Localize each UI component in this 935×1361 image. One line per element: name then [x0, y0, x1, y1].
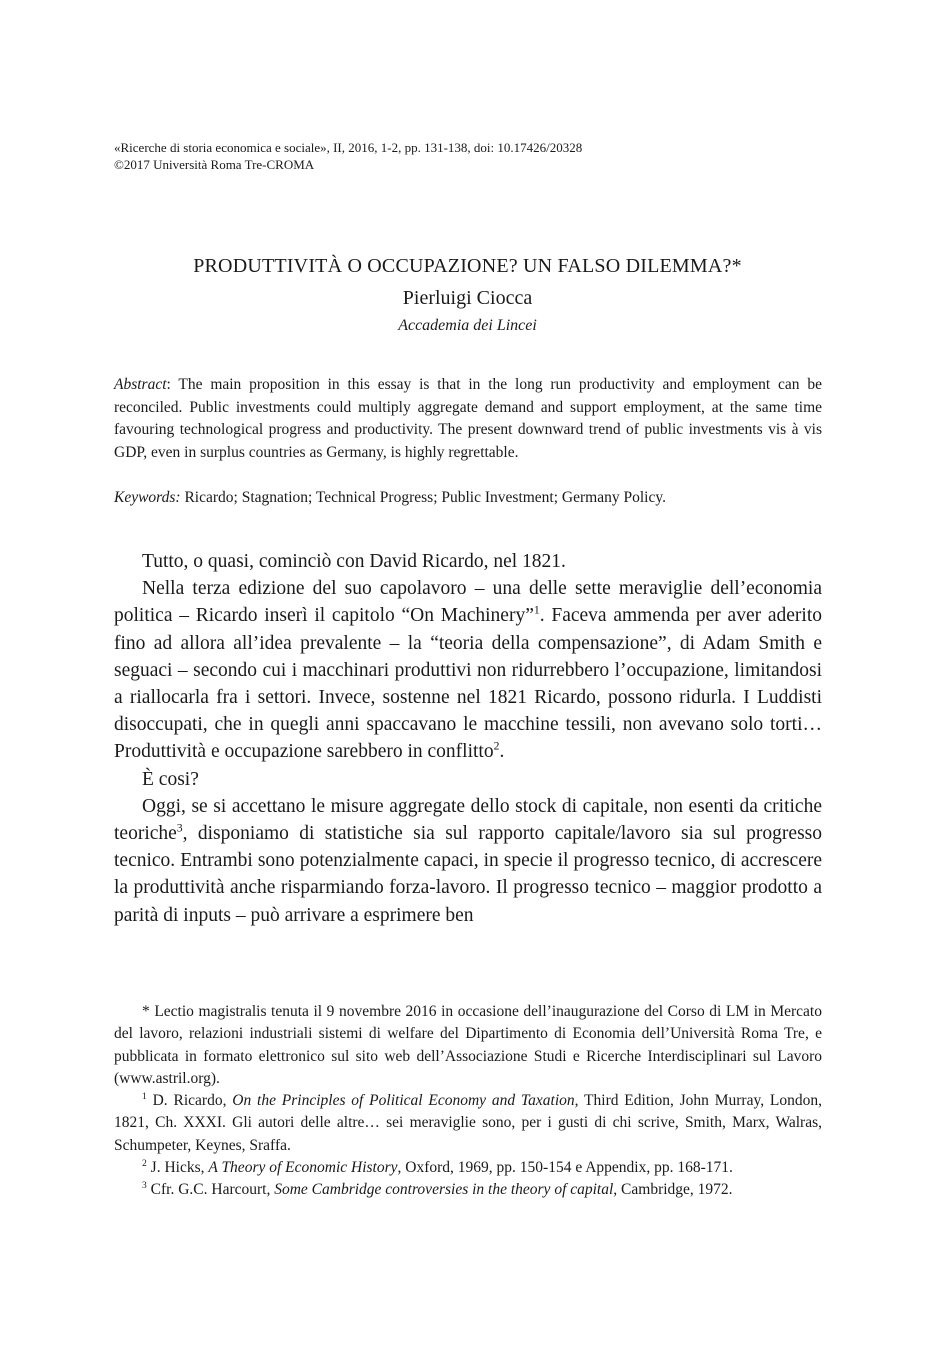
copyright-line: ©2017 Università Roma Tre-CROMA: [114, 157, 315, 172]
footnote-1-number: 1: [142, 1091, 147, 1103]
citation-line: «Ricerche di storia economica e sociale», II, 2016, 1-2, pp. 131-138, doi: 10.17426/20328: [114, 140, 583, 155]
footnote-3-title: Some Cambridge controversies in the theory of capital: [274, 1181, 614, 1199]
paragraph-3: È cosi?: [142, 768, 199, 790]
paragraph-4: [114, 793, 822, 929]
body-text: [114, 548, 822, 929]
footnote-3-number: 3: [142, 1180, 147, 1192]
keywords: [114, 489, 822, 507]
abstract-label: Abstract: [114, 376, 167, 393]
keywords-text: Ricardo; Stagnation; Technical Progress; Public Investment; Germany Policy.: [180, 489, 666, 506]
footnote-1-text-a: D. Ricardo,: [146, 1092, 233, 1110]
footnote-3: [114, 1179, 822, 1201]
author-affiliation: Accademia dei Lincei: [398, 317, 537, 334]
footnote-2-number: 2: [142, 1157, 147, 1169]
paragraph-2: [114, 575, 822, 765]
footnote-1-title: On the Principles of Political Economy and Taxation: [232, 1092, 575, 1110]
footnote-3-text-a: Cfr. G.C. Harcourt,: [146, 1181, 275, 1199]
footnote-1: [114, 1090, 822, 1157]
journal-header: [114, 139, 582, 173]
footnote-2-text-b: , Oxford, 1969, pp. 150-154 e Appendix, pp. 168-171.: [397, 1159, 733, 1177]
paragraph-4-part-a: Oggi, se si accettano le misure aggregate dello stock di capitale, non esenti da critiche teoriche: [114, 795, 822, 845]
paragraph-2-part-a: Nella terza edizione del suo capolavoro – una delle sette meraviglie dell’economia politica – Ricardo inserì il capitolo “On Machinery”: [114, 578, 822, 627]
footnote-2: [114, 1157, 822, 1179]
footnote-3-text-b: , Cambridge, 1972.: [613, 1181, 733, 1199]
abstract: [114, 374, 822, 464]
footnote-1-text-b: , Third Edition, John Murray, London, 1821, Ch. XXXI. Gli autori delle altre… sei meraviglie sono, per i gusti di chi scrive, Smith, Marx, Walras, Schumpeter, Keynes, Sraffa.: [114, 1092, 823, 1154]
footnote-ref-3: 3: [176, 821, 183, 835]
paragraph-4-part-b: , disponiamo di statistiche sia sul rapporto capitale/lavoro sia sul progresso tecnico. Entrambi sono potenzialmente capaci, in specie il progresso tecnico, di accrescere la produttività anche risparmiando forza-lavoro. Il progresso tecnico – maggior prodotto a parità di inputs – può arrivare a esprimere ben: [114, 823, 822, 926]
footnote-star: * Lectio magistralis tenuta il 9 novembre 2016 in occasione dell’inaugurazione del Corso di LM in Mercato del lavoro, relazioni industriali sistemi di welfare del Dipartimento di Economia dell’Università Roma Tre, e pubblicata in formato elettronico sul sito web dell’Associazione Studi e Ricerche Interdisciplinari sul Lavoro (www.astril.org).: [114, 1003, 822, 1087]
paragraph-2-part-c: .: [499, 741, 505, 763]
footnotes: [114, 1001, 822, 1202]
article-author: Pierluigi Ciocca: [402, 287, 533, 309]
paragraph-1: Tutto, o quasi, cominciò con David Ricardo, nel 1821.: [142, 551, 566, 572]
abstract-text: : The main proposition in this essay is that in the long run productivity and employment can be reconciled. Public investments could multiply aggregate demand and support employment, at the same time favouring technological progress and productivity. The present downward trend of public investments vis à vis GDP, even in surplus countries as Germany, is highly regrettable.: [114, 376, 822, 461]
footnote-2-text-a: J. Hicks,: [146, 1159, 209, 1177]
article-title: PRODUTTIVITÀ O OCCUPAZIONE? UN FALSO DILEMMA?*: [193, 255, 742, 277]
footnote-ref-1: 1: [533, 603, 540, 617]
footnote-ref-2: 2: [493, 739, 500, 753]
keywords-label: Keywords:: [114, 489, 181, 506]
footnote-2-title: A Theory of Economic History: [208, 1159, 398, 1177]
paragraph-2-part-b: . Faceva ammenda per aver aderito fino ad allora all’idea prevalente – la “teoria della compensazione”, di Adam Smith e seguaci – secondo cui i macchinari produttivi non ridurrebbero l’occupazione, limitandosi a riallocarla fra i settori. Invece, sostenne nel 1821 Ricardo, possono ridurla. I Luddisti disoccupati, che in quegli anni spaccavano le macchine tessili, non avevano solo torti… Produttività e occupazione sarebbero in conflitto: [114, 605, 823, 763]
